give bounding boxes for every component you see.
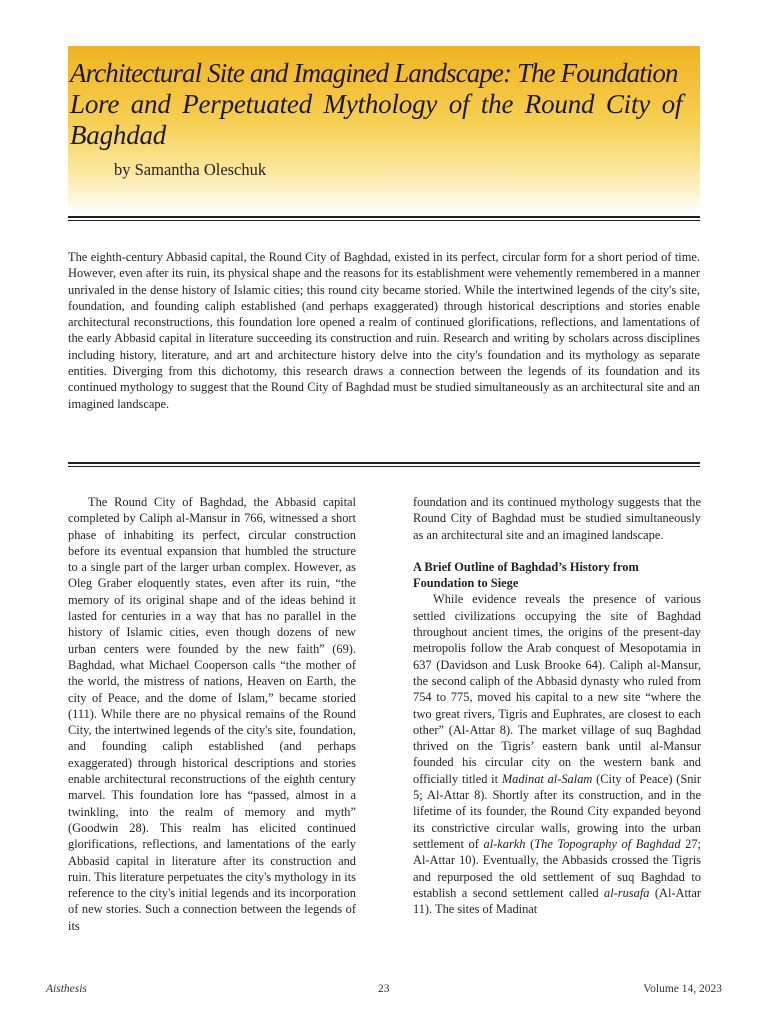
- abstract: The eighth-century Abbasid capital, the Round City of Baghdad, existed in its perfect, circular form for a short period of time. However, even after its ruin, its physical shape and the reasons for its establishment were vehemently remembered in a manner unrivaled in the dense history of Islamic cities; this round city became storied. While the intertwined legends of the city's site, foundation, and founding caliph established (and perhaps exaggerated) through historical descriptions and stories enable architectural reconstructions, this foundation lore opened a realm of continued glorifications, reflections, and lamentations of the early Abbasid capital in literature succeeding its construction and ruin. Research and writing by scholars across disciplines including history, literature, and art and architecture history delve into the city's foundation and its mythology as separate entities. Diverging from this dichotomy, this research draws a connection between the legends of its foundation and its continued mythology to suggest that the Round City of Baghdad must be studied simultaneously as an architectural site and an imagined landscape.: [68, 250, 700, 411]
- left-column: [68, 494, 356, 934]
- mid-rule-thick: [68, 462, 700, 464]
- title-line: Lore and Perpetuated Mythology of the Round City of: [70, 89, 683, 119]
- article-title: [70, 58, 698, 151]
- title-line: Architectural Site and Imagined Landscape: The Foundation: [70, 58, 678, 88]
- author-byline: by Samantha Oleschuk: [114, 160, 267, 179]
- body-paragraph-continued: foundation and its continued mythology suggests that the Round City of Baghdad must be studied simultaneously as an architectural site and an imagined landscape.: [413, 495, 701, 542]
- volume-year: Volume 14, 2023: [643, 983, 722, 995]
- page-number: 23: [378, 983, 390, 995]
- top-rule-thick: [68, 216, 700, 218]
- body-paragraph: The Round City of Baghdad, the Abbasid capital completed by Caliph al-Mansur in 766, witnessed a short phase of inhabiting its perfect, circular construction before its eventual expansion that humbled the structure to a single part of the larger urban complex. However, as Oleg Graber eloquently states, even after its ruin, “the memory of its original shape and of the ideas behind it lasted for centuries in a way that has no parallel in the history of Islamic cities, even though dozens of new urban centers were founded by the new faith” (69). Baghdad, what Michael Cooperson calls “the mother of the world, the mistress of nations, Heaven on Earth, the city of Peace, and the dome of Islam,” became storied (111). While there are no physical remains of the Round City, the intertwined legends of the city's site, foundation, and founding caliph established (and perhaps exaggerated) through historical descriptions and stories enable architectural reconstructions of the eighth century marvel. This foundation lore has “passed, almost in a twinkling, into the realm of memory and myth” (Goodwin 28). This realm has elicited continued glorifications, reflections, and lamentations of the early Abbasid capital in literature after its construction and ruin. This literature perpetuates the city's mythology in its reference to the city's initial legends and its incorporation of new stories. Such a connection between the legends of its: [68, 495, 356, 933]
- journal-name: Aisthesis: [46, 983, 87, 995]
- title-line: Baghdad: [70, 120, 167, 150]
- mid-rule-thin: [68, 466, 700, 467]
- top-rule-thin: [68, 220, 700, 221]
- right-column: [413, 494, 701, 917]
- body-paragraph: While evidence reveals the presence of various settled civilizations occupying the site of Baghdad throughout ancient times, the origins of the present-day metropolis follow the Arab conquest of Mesopotamia in 637 (Davidson and Lusk Brooke 64). Caliph al-Mansur, the second caliph of the Abbasid dynasty who ruled from 754 to 775, moved his capital to a new site “where the two great rivers, Tigris and Euphrates, are closest to each other” (Al-Attar 8). The market village of suq Baghdad thrived on the Tigris’ eastern bank until al-Mansur founded his circular city on the western bank and officially titled it Madinat al-Salam (City of Peace) (Snir 5; Al-Attar 8). Shortly after its construction, and in the lifetime of its founder, the Round City expanded beyond its constrictive circular walls, growing into the urban settlement of al-karkh (The Topography of Baghdad 27; Al-Attar 10). Eventually, the Abbasids crossed the Tigris and repurposed the old settlement of suq Baghdad to establish a second settlement called al-rusafa (Al-Attar 11). The sites of Madinat: [413, 592, 702, 917]
- section-heading: A Brief Outline of Baghdad’s History from Foundation to Siege: [413, 559, 639, 591]
